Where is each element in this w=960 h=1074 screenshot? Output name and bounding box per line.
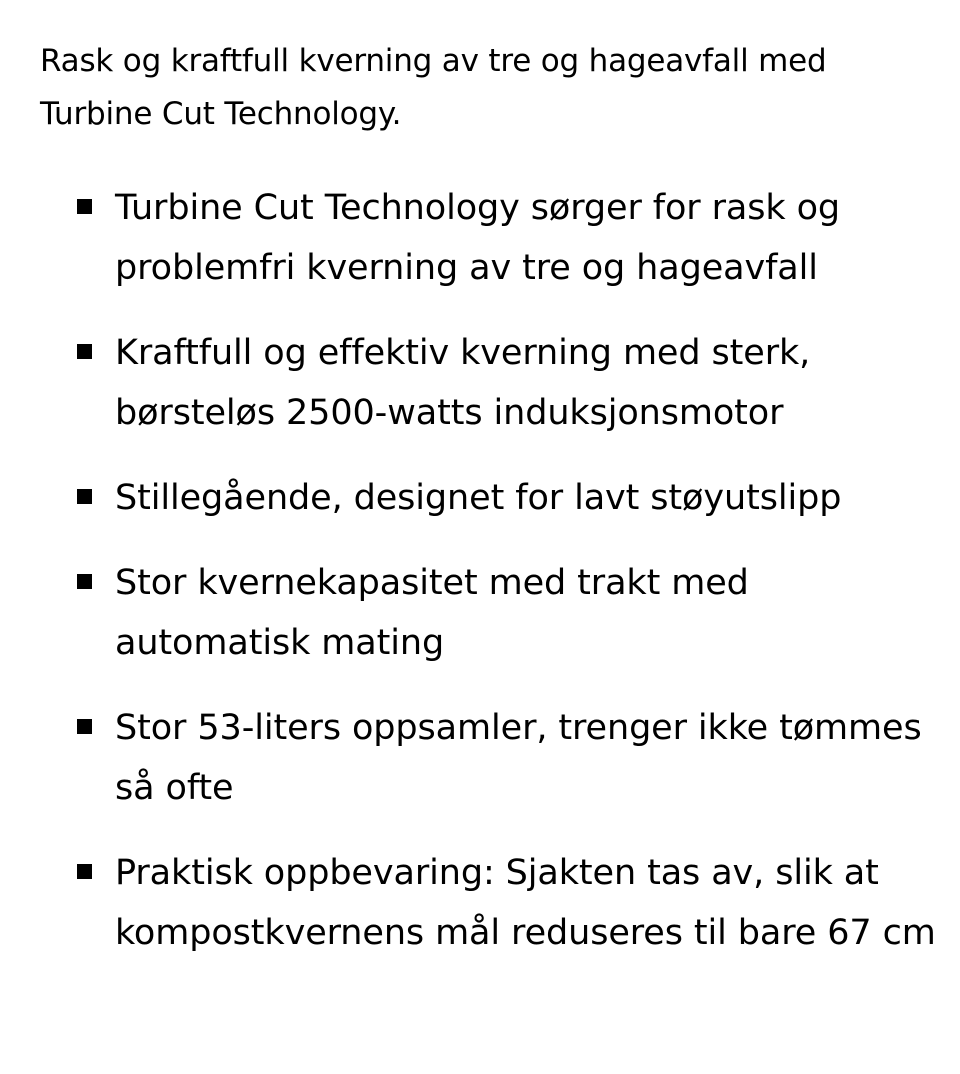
feature-text: Stor 53-liters oppsamler, trenger ikke tømmes så ofte: [115, 708, 922, 808]
square-bullet-icon: [77, 864, 92, 879]
feature-text: Kraftfull og effektiv kverning med sterk, børsteløs 2500-watts induksjonsmotor: [115, 333, 811, 433]
square-bullet-icon: [77, 489, 92, 504]
feature-item: [77, 178, 947, 298]
square-bullet-icon: [77, 199, 92, 214]
feature-item: [77, 553, 947, 673]
square-bullet-icon: [77, 344, 92, 359]
feature-item: [77, 843, 947, 963]
feature-text: Praktisk oppbevaring: Sjakten tas av, slik at kompostkvernens mål reduseres til bare 67 cm: [115, 853, 936, 953]
feature-list: [77, 178, 947, 988]
feature-text: Stor kvernekapasitet med trakt med automatisk mating: [115, 563, 749, 663]
intro-paragraph: Rask og kraftfull kverning av tre og hageavfall med Turbine Cut Technology.: [40, 43, 827, 132]
square-bullet-icon: [77, 574, 92, 589]
square-bullet-icon: [77, 719, 92, 734]
feature-item: [77, 468, 947, 528]
feature-item: [77, 323, 947, 443]
feature-text: Turbine Cut Technology sørger for rask og problemfri kverning av tre og hageavfall: [115, 188, 841, 288]
feature-item: [77, 698, 947, 818]
feature-text: Stillegående, designet for lavt støyutslipp: [115, 478, 842, 518]
